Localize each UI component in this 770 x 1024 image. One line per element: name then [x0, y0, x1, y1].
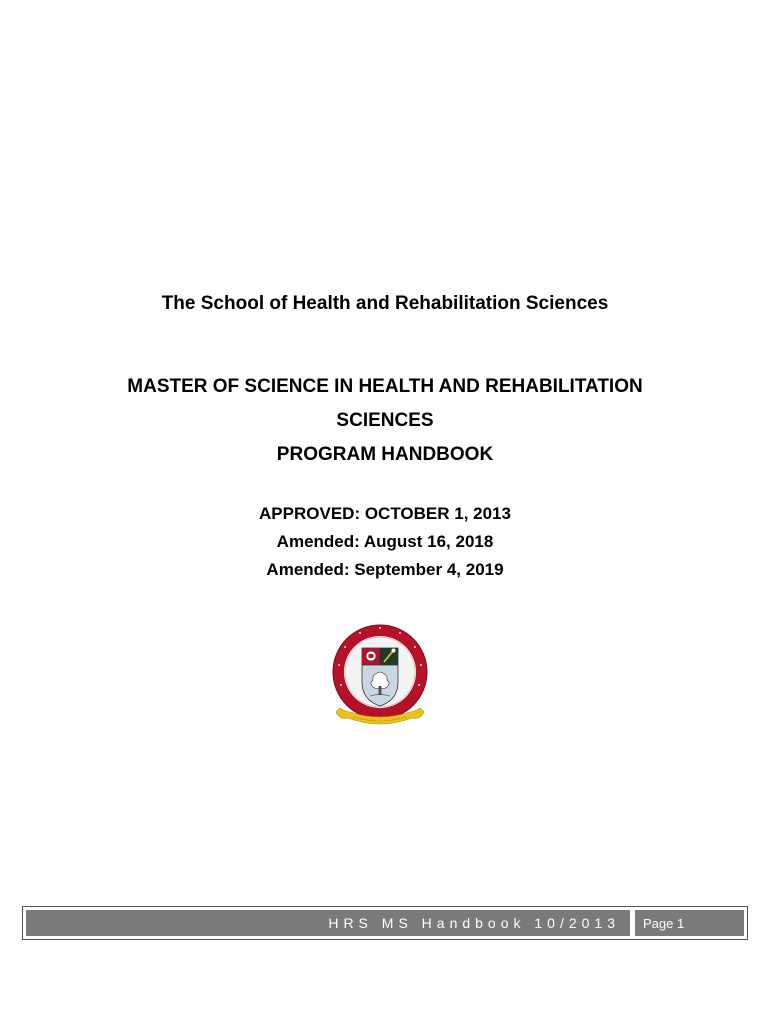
footer-handbook-label: HRS MS Handbook 10/2013: [328, 915, 620, 931]
amended-date-2: Amended: September 4, 2019: [266, 560, 504, 579]
footer-title-bar: [26, 910, 630, 936]
footer-page-box: [635, 910, 744, 936]
dates-block: [0, 500, 770, 584]
amended-date-1: Amended: August 16, 2018: [276, 532, 494, 551]
page-number: Page 1: [643, 915, 685, 931]
university-seal-icon: [330, 620, 430, 740]
program-title-line-3: PROGRAM HANDBOOK: [276, 444, 494, 465]
school-title: The School of Health and Rehabilitation Sciences: [161, 293, 609, 314]
program-title: [0, 370, 770, 472]
program-title-line-2: SCIENCES: [336, 410, 434, 431]
page-footer: [22, 906, 748, 940]
approved-date: APPROVED: OCTOBER 1, 2013: [259, 504, 511, 523]
program-title-line-1: MASTER OF SCIENCE IN HEALTH AND REHABILITATION: [127, 376, 643, 397]
